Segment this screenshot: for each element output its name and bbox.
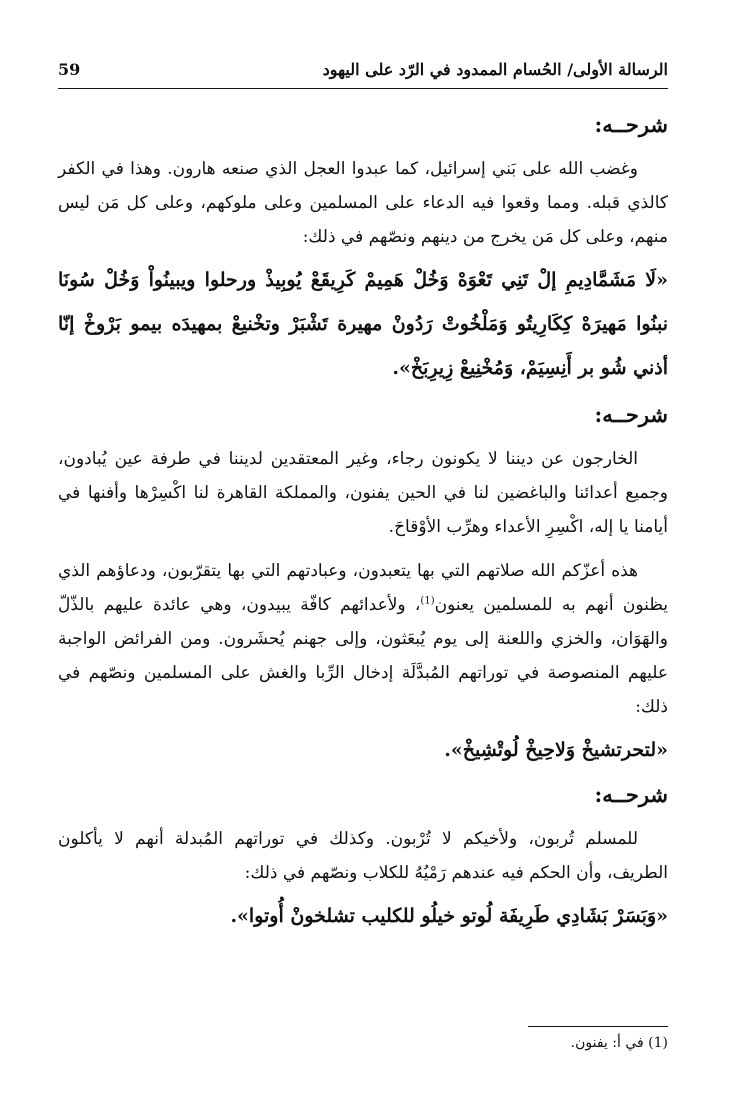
page-body <box>58 100 668 940</box>
paragraph-text: ، ولأعدائهم كافّة يبيدون، وهي عائدة عليهم بالذّلّ والهَوَان، والخزي واللعنة إلى يوم يُبعَثون، وإلى جهنم يُحشَرون. ومن الفرائض الواجبة عليهم المنصوصة في توراتهم المُبدَّلَة إدخال الرِّبا والغش على المسلمين ونصّهم في ذلك: <box>58 595 668 717</box>
body-paragraph: الخارجون عن ديننا لا يكونون رجاء، وغير المعتقدين لديننا في طرفة عين يُبادون، وجميع أعدائنا والباغضين لنا في الحين يفنون، والمملكة القاهرة لنا اكْسِرْها وأفنها في أيامنا يا إله، اكْسِرِ الأعداء وهرِّب الأوْقاحَ. <box>58 449 668 537</box>
quoted-text: «لتحرتشيخْ وَلاحِيخْ لُوتْشِيخْ». <box>444 739 668 761</box>
document-page <box>58 40 668 1080</box>
section-heading: شرحــه: <box>594 402 668 427</box>
body-paragraph <box>58 554 668 724</box>
running-title: الرسالة الأولى/ الحُسام الممدود في الرّد على اليهود <box>322 60 668 79</box>
footnote-reference: (1) <box>420 595 435 607</box>
quoted-text: «لَا مَشَمَّادِيمِ إلْ تَنِي تَعْوَهْ وَخُلْ هَمِيمْ كَرِيقَعْ يُوبِيذْ ورحلوا ويبينُواْ وَخُلْ سُونَا نبنُوا مَهيرَهْ كِكَارِيتُو وَمَلْخُوتْ رَدُونْ مهيرة تَشْبَرْ وتخْنيعْ بمهيدَه بيمو بَرْوخْ إنّا أذني شُو بر أَنِسِيَمْ، وَمُخْنِيعْ زِيرِبَخْ». <box>58 269 668 379</box>
footnote-divider <box>528 1026 668 1027</box>
page-number: 59 <box>58 60 81 79</box>
running-header <box>58 58 668 89</box>
section-heading: شرحــه: <box>594 112 668 137</box>
footnote: (1) في أ: يفنون. <box>570 1035 668 1051</box>
quoted-text: «وَبَسَرْ بَشَادِي طَرِيفَة لُوتو خيلُو للكليب تشلخونْ أُوتوا». <box>230 905 668 927</box>
body-paragraph: وغضب الله على بَني إسرائيل، كما عبدوا العجل الذي صنعه هارون. وهذا في الكفر كالذي قبله. ومما وقعوا فيه الدعاء على المسلمين وعلى ملوكهم، وعلى كل مَن ليس منهم، وعلى كل مَن يخرج من دينهم ونصّهم في ذلك: <box>58 159 668 247</box>
section-heading: شرحــه: <box>594 782 668 807</box>
paragraph-text: هذه أعزّكم الله صلاتهم التي بها يتعبدون، وعبادتهم التي بها يتقرّبون، ودعاؤهم الذي يظنون أنهم به للمسلمين يعنون <box>58 561 668 615</box>
body-paragraph: للمسلم تُربون، ولأخيكم لا تُرْبون. وكذلك في توراتهم المُبدلة أنهم لا يأكلون الطريف، وأن الحكم فيه عندهم رَمْيُهُ للكلاب ونصّهم في ذلك: <box>58 829 668 883</box>
